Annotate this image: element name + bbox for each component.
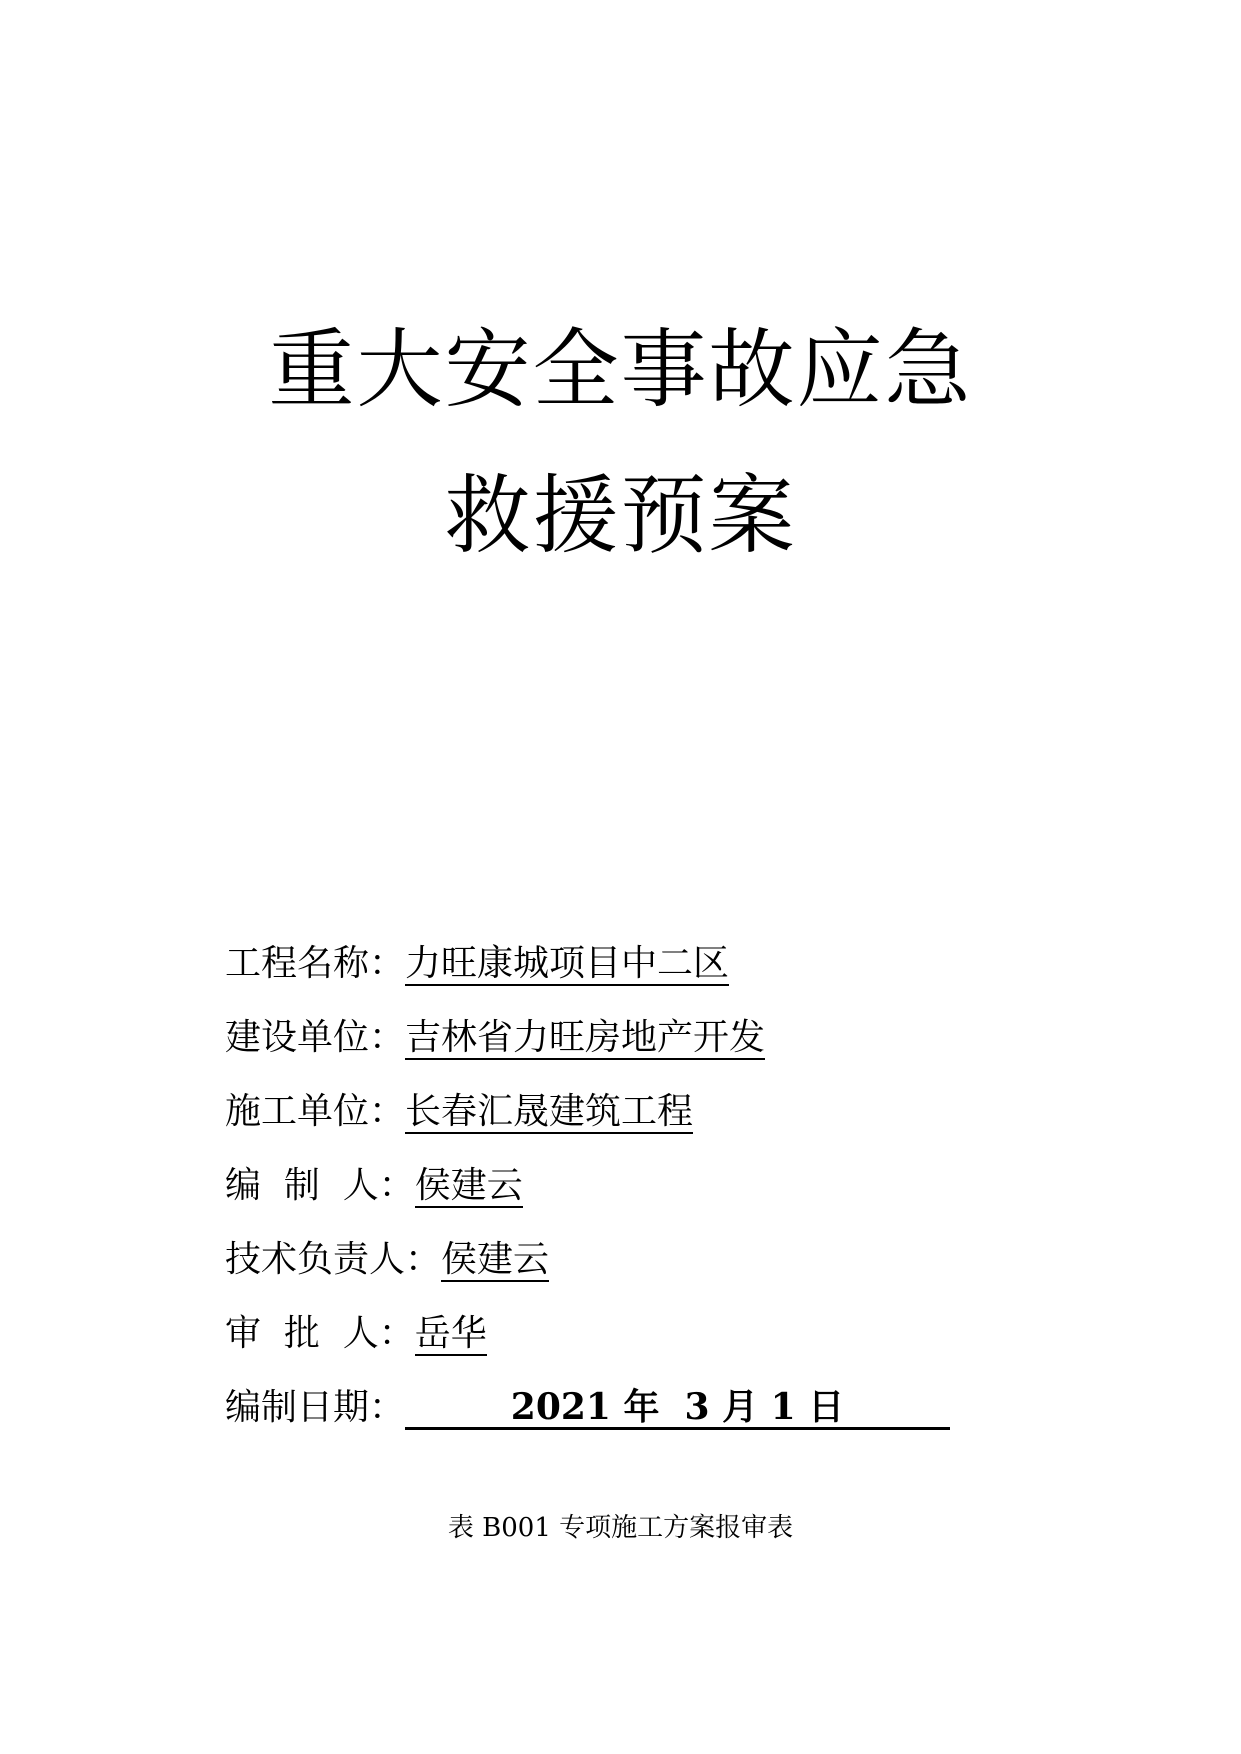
field-label: 编制日期： bbox=[225, 1387, 406, 1428]
field-label: 审 批 人： bbox=[225, 1313, 415, 1354]
document-title bbox=[0, 322, 1241, 614]
field-label: 技术负责人： bbox=[225, 1239, 442, 1280]
field-compiler bbox=[225, 1134, 1125, 1208]
field-value: 岳华 bbox=[414, 1313, 487, 1354]
field-label: 工程名称： bbox=[225, 943, 406, 984]
field-technical-lead bbox=[225, 1208, 1125, 1282]
field-value: 力旺康城项目中二区 bbox=[405, 943, 730, 984]
field-value: 侯建云 bbox=[441, 1239, 550, 1280]
project-info-fields bbox=[225, 912, 1125, 1430]
field-value: 侯建云 bbox=[414, 1165, 523, 1206]
title-line-2: 救援预案 bbox=[444, 466, 797, 566]
field-value: 吉林省力旺房地产开发 bbox=[405, 1017, 766, 1058]
field-compile-date bbox=[225, 1356, 1125, 1430]
date-value: 2021 年 3 月 1 日 bbox=[405, 1387, 950, 1430]
field-label: 编 制 人： bbox=[225, 1165, 415, 1206]
title-line-1: 重大安全事故应急 bbox=[268, 320, 973, 420]
field-construction-unit bbox=[225, 986, 1125, 1060]
field-value: 长春汇晟建筑工程 bbox=[405, 1091, 694, 1132]
field-project-name bbox=[225, 912, 1125, 986]
field-contractor bbox=[225, 1060, 1125, 1134]
field-label: 建设单位： bbox=[225, 1017, 406, 1058]
form-reference-footer: 表 B001 专项施工方案报审表 bbox=[447, 1513, 794, 1543]
field-label: 施工单位： bbox=[225, 1091, 406, 1132]
field-approver bbox=[225, 1282, 1125, 1356]
